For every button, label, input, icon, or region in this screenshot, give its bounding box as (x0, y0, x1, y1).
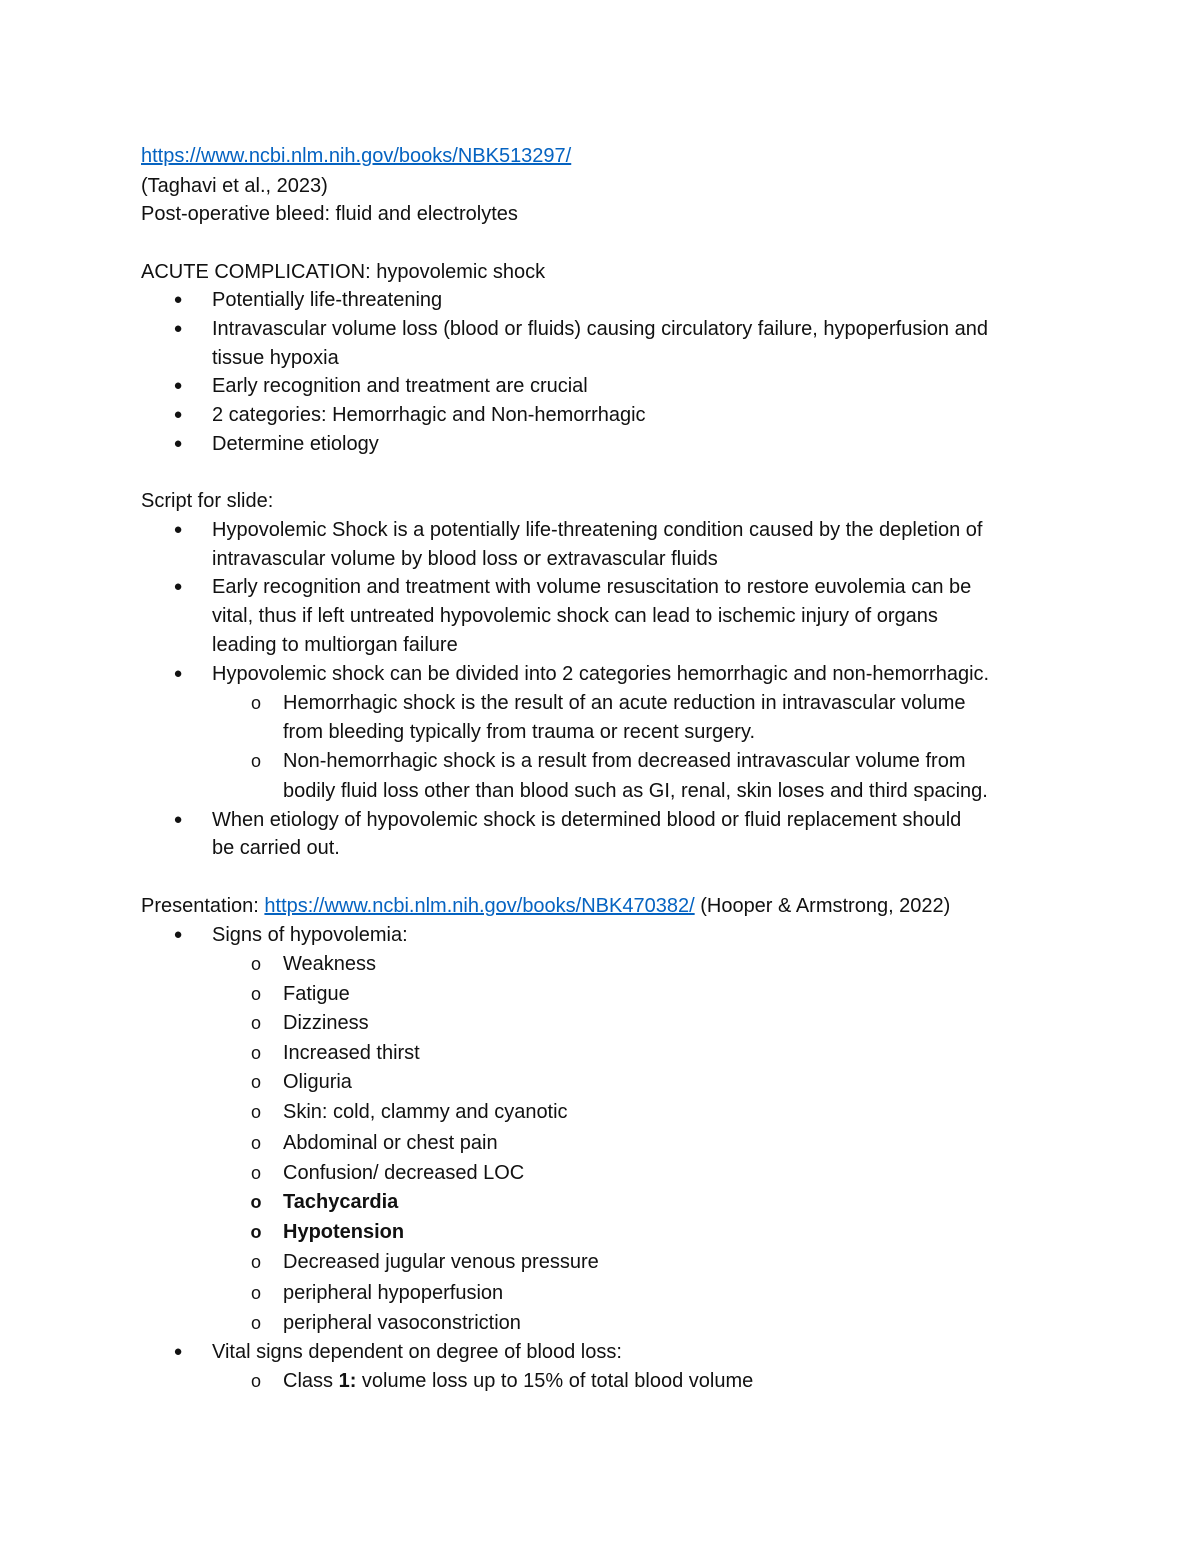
sub-bullet-icon: o (250, 1043, 261, 1063)
topic-title: Post-operative bleed: fluid and electrolytes (141, 203, 518, 225)
sub-list-item: Non-hemorrhagic shock is a result from decreased intravascular volume from (283, 750, 966, 772)
sub-bullet-icon: o (250, 1371, 261, 1391)
list-item: 2 categories: Hemorrhagic and Non-hemorrhagic (212, 404, 646, 426)
sub-bullet-icon: o (250, 1313, 261, 1333)
list-item-continuation: intravascular volume by blood loss or extravascular fluids (212, 548, 718, 570)
sign-item: Increased thirst (283, 1042, 420, 1064)
bullet-icon: ● (173, 1343, 183, 1360)
script-heading: Script for slide: (141, 490, 274, 512)
presentation-citation: (Hooper & Armstrong, 2022) (694, 895, 951, 917)
bullet-icon: ● (173, 665, 183, 682)
list-item: Intravascular volume loss (blood or fluids) causing circulatory failure, hypoperfusion and (212, 318, 988, 340)
list-item-continuation: be carried out. (212, 837, 340, 859)
list-item: Hypovolemic Shock is a potentially life-threatening condition caused by the depletion of (212, 519, 983, 541)
sub-bullet-icon: o (250, 1072, 261, 1092)
sub-bullet-icon: o (250, 1163, 261, 1183)
sign-item: Fatigue (283, 983, 350, 1005)
sub-bullet-icon: o (250, 1222, 262, 1242)
bullet-icon: ● (173, 320, 183, 337)
bullet-icon: ● (173, 377, 183, 394)
presentation-line (141, 893, 950, 919)
sub-bullet-icon: o (250, 954, 261, 974)
bullet-icon: ● (173, 521, 183, 538)
list-item: When etiology of hypovolemic shock is determined blood or fluid replacement should (212, 809, 962, 831)
sub-bullet-icon: o (250, 1133, 261, 1153)
sub-bullet-icon: o (250, 693, 261, 713)
presentation-link[interactable]: https://www.ncbi.nlm.nih.gov/books/NBK470382/ (264, 895, 695, 917)
class-text: volume loss up to 15% of total blood volume (356, 1370, 754, 1392)
sign-item: Weakness (283, 953, 377, 975)
list-item: Potentially life-threatening (212, 289, 443, 311)
bullet-icon: ● (173, 578, 183, 595)
sub-list-item-continuation: from bleeding typically from trauma or recent surgery. (283, 721, 756, 743)
source-citation: (Taghavi et al., 2023) (141, 175, 328, 197)
sub-bullet-icon: o (250, 1283, 261, 1303)
bullet-icon: ● (173, 406, 183, 423)
list-item: Vital signs dependent on degree of blood loss: (212, 1341, 622, 1363)
bullet-icon: ● (173, 926, 183, 943)
presentation-label: Presentation: (141, 895, 265, 917)
sign-item: peripheral vasoconstriction (283, 1312, 521, 1334)
source-link-line (141, 143, 571, 169)
sign-item: Decreased jugular venous pressure (283, 1251, 599, 1273)
sub-bullet-icon: o (250, 984, 261, 1004)
sign-item: Oliguria (283, 1071, 352, 1093)
sign-item: peripheral hypoperfusion (283, 1282, 504, 1304)
sub-bullet-icon: o (250, 751, 261, 771)
sign-item: Confusion/ decreased LOC (283, 1162, 525, 1184)
class-item (283, 1368, 753, 1394)
list-item: Signs of hypovolemia: (212, 924, 408, 946)
class-number: 1: (338, 1370, 357, 1392)
bullet-icon: ● (173, 811, 183, 828)
list-item: Hypovolemic shock can be divided into 2 categories hemorrhagic and non-hemorrhagic. (212, 663, 990, 685)
source-link[interactable]: https://www.ncbi.nlm.nih.gov/books/NBK513297/ (141, 145, 572, 167)
sign-item: Abdominal or chest pain (283, 1132, 498, 1154)
sign-item: Dizziness (283, 1012, 369, 1034)
sub-bullet-icon: o (250, 1252, 261, 1272)
class-prefix: Class (283, 1370, 339, 1392)
sub-list-item-continuation: bodily fluid loss other than blood such as GI, renal, skin loses and third spacing. (283, 780, 988, 802)
list-item: Early recognition and treatment with volume resuscitation to restore euvolemia can be (212, 576, 972, 598)
sign-item-bold: Tachycardia (283, 1191, 399, 1213)
sign-item-bold: Hypotension (283, 1221, 405, 1243)
list-item-continuation: leading to multiorgan failure (212, 634, 458, 656)
bullet-icon: ● (173, 291, 183, 308)
sign-item: Skin: cold, clammy and cyanotic (283, 1101, 568, 1123)
list-item-continuation: tissue hypoxia (212, 347, 339, 369)
sub-bullet-icon: o (250, 1013, 261, 1033)
sub-bullet-icon: o (250, 1192, 262, 1212)
acute-heading: ACUTE COMPLICATION: hypovolemic shock (141, 261, 546, 283)
list-item-continuation: vital, thus if left untreated hypovolemic shock can lead to ischemic injury of organs (212, 605, 938, 627)
list-item: Determine etiology (212, 433, 379, 455)
sub-list-item: Hemorrhagic shock is the result of an acute reduction in intravascular volume (283, 692, 966, 714)
bullet-icon: ● (173, 435, 183, 452)
list-item: Early recognition and treatment are crucial (212, 375, 588, 397)
sub-bullet-icon: o (250, 1102, 261, 1122)
